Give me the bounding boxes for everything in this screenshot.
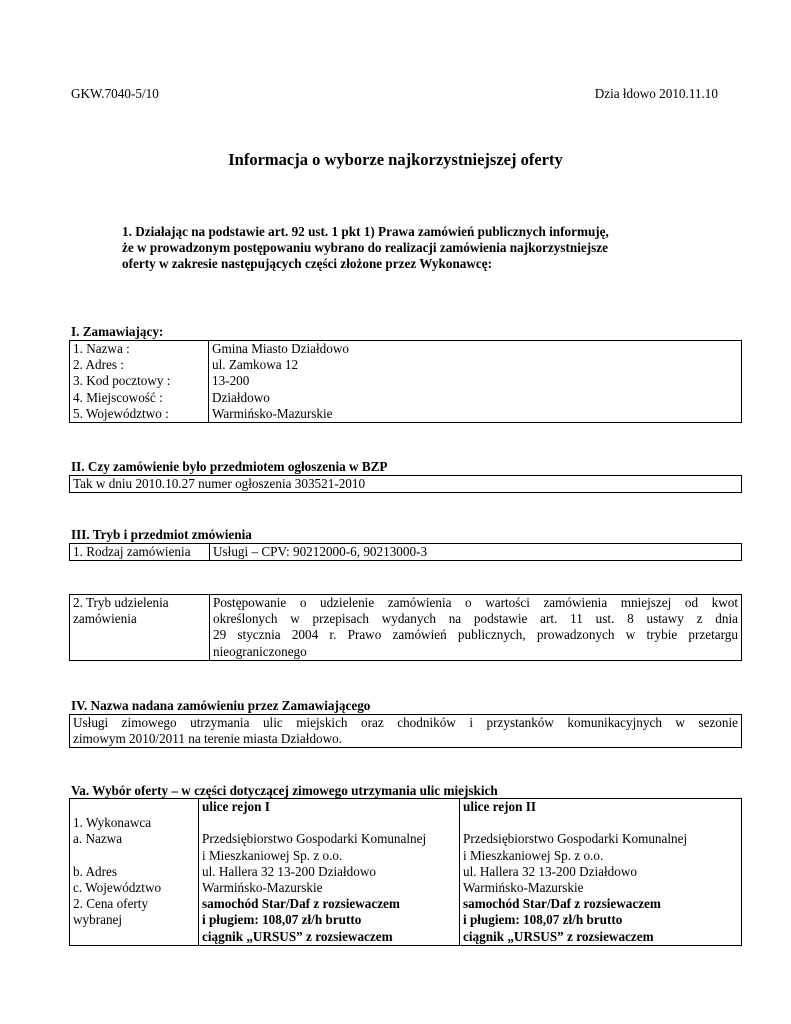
offer-label: a. Nazwa [73,831,123,847]
row-label: 2. Adres : [70,357,209,373]
offer-column-region-1 [199,799,460,946]
section-5-title: Va. Wybór oferty – w części dotyczącej zimowego utrzymania ulic miejskich [71,783,498,798]
section-2-title: II. Czy zamówienie było przedmiotem ogłoszenia w BZP [71,459,388,474]
award-mode-line: 29 stycznia 2004 r. Prawo zamówień publicznych, prowadzonych w trybie przetargu [213,627,738,643]
table-row [70,476,742,493]
contractor-region: Warmińsko-Mazurskie [463,880,584,895]
table-row [70,544,742,561]
row-label: 1. Nazwa : [70,341,209,358]
row-label: 3. Kod pocztowy : [70,373,209,389]
row-label: 4. Miejscowość : [70,390,209,406]
section-1-table [69,340,742,423]
table-row [70,715,742,748]
offer-price: samochód Star/Daf z rozsiewaczem [463,896,661,912]
order-type-value: Usługi – CPV: 90212000-6, 90213000-3 [210,544,742,561]
section-2-table [69,475,742,493]
award-mode-value [210,595,742,661]
contractor-region: Warmińsko-Mazurskie [202,880,323,895]
row-value: Działdowo [209,390,742,406]
table-row [70,341,742,358]
table-row [70,595,742,661]
offer-column-region-2 [460,799,742,946]
award-mode-line: określonych w przepisach wydanych na podstawie art. 11 ust. 8 ustawy z dnia [213,611,738,627]
row-value: ul. Zamkowa 12 [209,357,742,373]
intro-line: że w prowadzonym postępowaniu wybrano do realizacji zamówienia najkorzystniejsze [122,240,608,256]
contractor-address: ul. Hallera 32 13-200 Działdowo [463,863,637,879]
intro-paragraph [122,224,609,273]
document-title: Informacja o wyborze najkorzystniejszej oferty [228,150,563,169]
row-label: 5. Województwo : [70,406,209,423]
table-row [70,373,742,389]
offer-price: i pługiem: 108,07 zł/h brutto [463,912,623,928]
offer-label: 1. Wykonawca [73,815,152,830]
award-mode-label [70,595,210,661]
document-reference: GKW.7040-5/10 [71,86,159,101]
award-mode-line: Postępowanie o udzielenie zamówienia o wartości zamówienia mniejszej od kwot [213,595,738,610]
offer-price: ciągnik „URSUS” z rozsiewaczem [202,928,393,944]
award-mode-line: nieograniczonego [213,643,307,659]
offer-label: b. Adres [73,863,117,879]
offer-label: 2. Cena oferty [73,896,149,911]
document-place-date: Dzia łdowo 2010.11.10 [594,86,718,101]
contractor-address: ul. Hallera 32 13-200 Działdowo [202,863,376,879]
offer-selection-table [69,798,742,946]
offer-label: wybranej [73,912,123,928]
offer-label: c. Województwo [73,879,162,895]
section-4-table [69,714,742,748]
contractor-name: Przedsiębiorstwo Gospodarki Komunalnej [463,831,688,847]
contractor-name: i Mieszkaniowej Sp. z o.o. [463,847,604,863]
order-type-label: 1. Rodzaj zamówienia [70,544,210,561]
table-row [70,406,742,423]
section-1-title: I. Zamawiający: [71,324,164,339]
section-3-mode-table [69,594,742,661]
section-3-title: III. Tryb i przedmiot zmówienia [71,527,252,542]
row-value: 13-200 [209,373,742,389]
offer-price: samochód Star/Daf z rozsiewaczem [202,896,400,912]
offer-labels-column [70,799,199,946]
row-value: Warmińsko-Mazurskie [209,406,742,423]
table-row [70,799,742,946]
table-row [70,390,742,406]
intro-line: 1. Działając na podstawie art. 92 ust. 1 pkt 1) Prawa zamówień publicznych informuję, [122,224,609,239]
contractor-name: Przedsiębiorstwo Gospodarki Komunalnej [202,831,427,847]
intro-line: oferty w zakresie następujących części złożone przez Wykonawcę: [122,256,493,272]
table-row [70,357,742,373]
offer-label [73,847,195,863]
order-name [70,715,742,748]
contractor-name: i Mieszkaniowej Sp. z o.o. [202,847,343,863]
region-header: ulice rejon I [202,799,270,814]
row-value: Gmina Miasto Działdowo [209,341,742,358]
order-name-line: zimowym 2010/2011 na terenie miasta Działdowo. [73,731,343,747]
award-mode-label-line: zamówienia [73,611,137,627]
bzp-announcement: Tak w dniu 2010.10.27 numer ogłoszenia 303521-2010 [70,476,742,493]
offer-price: ciągnik „URSUS” z rozsiewaczem [463,928,654,944]
section-3-type-table [69,543,742,561]
award-mode-label-line: 2. Tryb udzielenia [73,595,169,610]
offer-price: i pługiem: 108,07 zł/h brutto [202,912,362,928]
section-4-title: IV. Nazwa nadana zamówieniu przez Zamawiającego [71,698,371,713]
region-header: ulice rejon II [463,799,537,814]
order-name-line: Usługi zimowego utrzymania ulic miejskich oraz chodników i przystanków komunikacyjnych w sezonie [73,715,738,730]
